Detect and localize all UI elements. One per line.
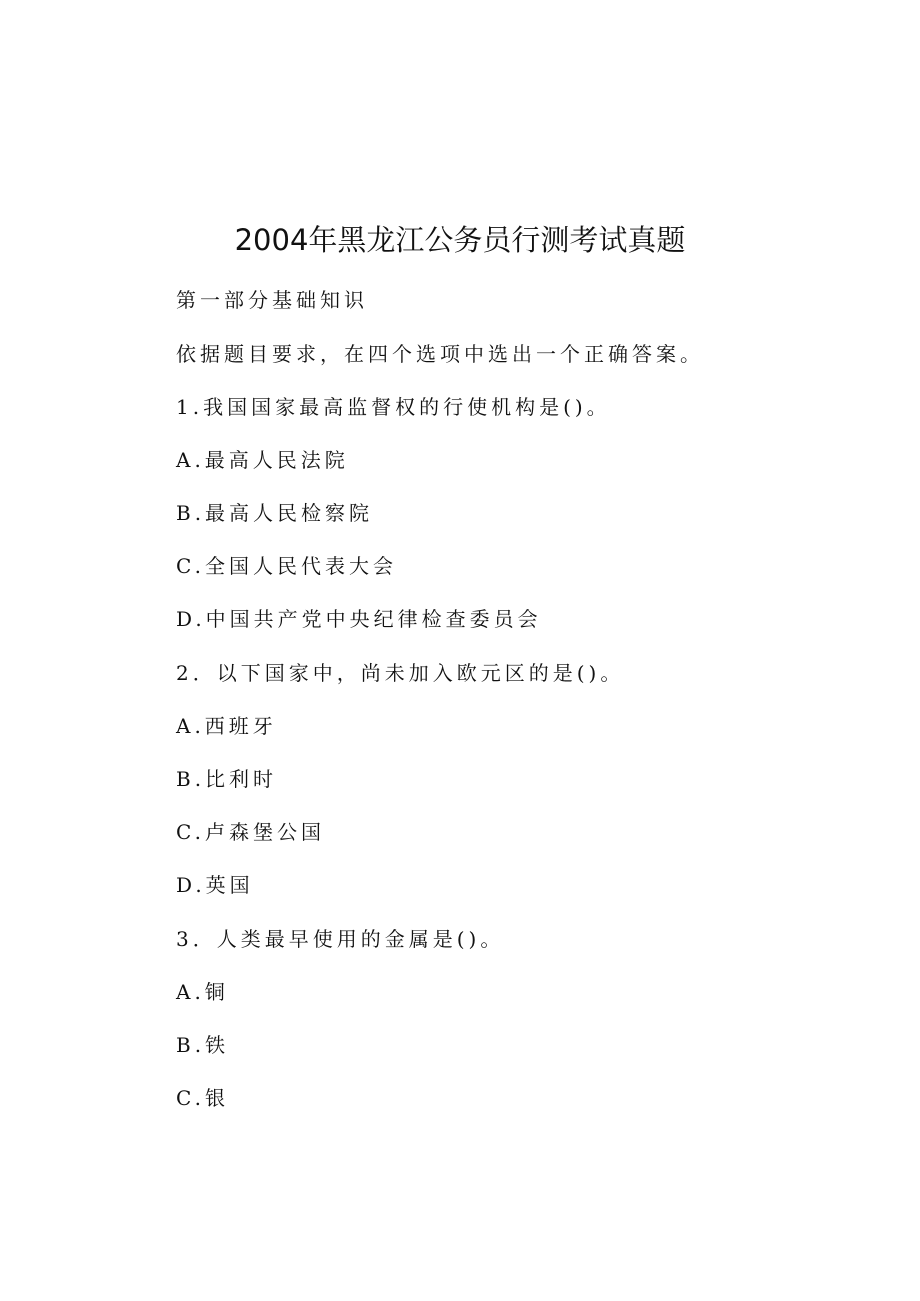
question-3-option-c: C.银 xyxy=(176,1086,229,1110)
section-heading: 第一部分基础知识 xyxy=(176,288,368,312)
question-1-option-a: A.最高人民法院 xyxy=(176,448,349,472)
question-2-stem: 2．以下国家中，尚未加入欧元区的是()。 xyxy=(176,661,625,685)
question-1-option-b: B.最高人民检察院 xyxy=(176,501,374,525)
question-2-option-c: C.卢森堡公国 xyxy=(176,820,325,844)
document-title: 2004年黑龙江公务员行测考试真题 xyxy=(234,223,686,257)
question-2-option-b: B.比利时 xyxy=(176,767,278,791)
question-3-stem: 3．人类最早使用的金属是()。 xyxy=(176,927,505,951)
question-2-option-a: A.西班牙 xyxy=(176,714,277,738)
question-3-option-a: A.铜 xyxy=(176,980,229,1004)
question-1-stem: 1.我国国家最高监督权的行使机构是()。 xyxy=(176,395,611,419)
question-3-option-b: B.铁 xyxy=(176,1033,230,1057)
instruction-text: 依据题目要求，在四个选项中选出一个正确答案。 xyxy=(176,342,704,366)
question-1-option-c: C.全国人民代表大会 xyxy=(176,554,397,578)
question-1-option-d: D.中国共产党中央纪律检查委员会 xyxy=(176,607,542,631)
question-2-option-d: D.英国 xyxy=(176,873,254,897)
